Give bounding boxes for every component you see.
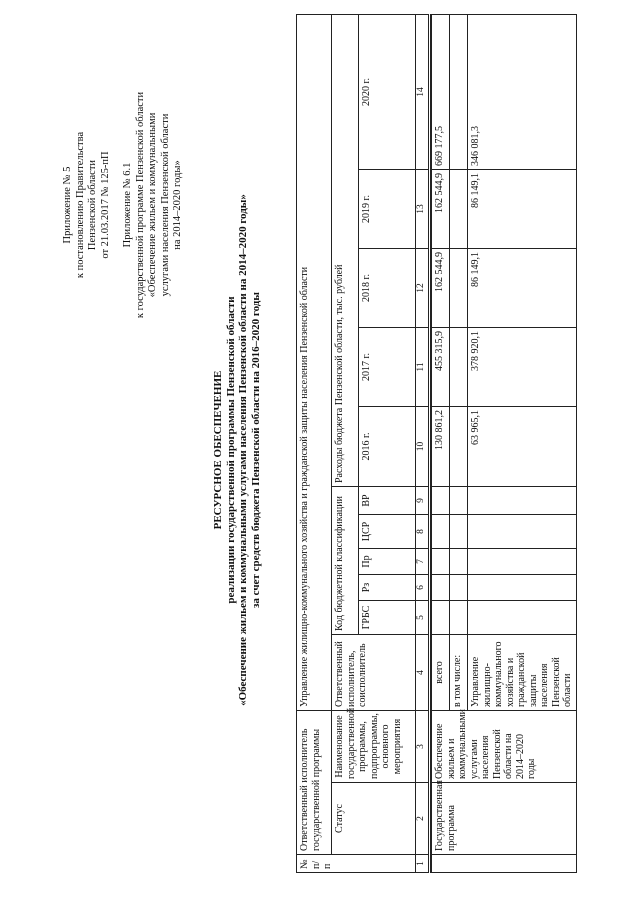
cell-code (432, 601, 450, 635)
approval-line: к государственной программе Пензенской области (134, 91, 146, 319)
cell-status: Государственная программа (432, 783, 577, 855)
approval-line: услугами населения Пензенской области (159, 113, 171, 297)
cell-total-2017: 455 315,9 (432, 328, 450, 407)
header-year-2019: 2019 г. (359, 170, 416, 249)
column-number: 14 (416, 14, 430, 169)
cell-executor-management: Управление жилищно-коммунального хозяйства и гражданской защиты населения Пензенской области (468, 635, 577, 711)
cell-value (450, 170, 468, 249)
cell-code (450, 515, 468, 549)
header-year-2017: 2017 г. (359, 328, 416, 407)
title-line: «Обеспечение жильем и коммунальными услугами населения Пензенской области на 2014–2020 годы» (237, 194, 249, 706)
approval-line: Приложение № 6.1 (122, 162, 133, 248)
cell-code (468, 575, 577, 601)
cell-total-2020: 669 177,5 (432, 14, 450, 169)
cell-name: Обеспечение жильем и коммунальными услугами населения Пензенской области на 2014–2020 годы (432, 711, 577, 783)
column-number: 12 (416, 249, 430, 328)
column-number: 2 (416, 783, 430, 855)
header-executor: Ответственный исполнитель, соисполнитель (332, 635, 416, 711)
header-status: Статус (332, 783, 416, 855)
cell-code (450, 549, 468, 575)
cell-value (450, 407, 468, 487)
column-number: 11 (416, 328, 430, 407)
cell-management-2019: 86 149,1 (468, 170, 577, 249)
cell-value (450, 249, 468, 328)
header-responsible-program: Ответственный исполнитель государственной программы (297, 711, 332, 855)
cell-code (468, 515, 577, 549)
cell-code (468, 487, 577, 515)
header-expenses: Расходы бюджета Пензенской области, тыс. рублей (332, 14, 359, 486)
column-number: 9 (416, 487, 430, 515)
cell-total-2018: 162 544,9 (432, 249, 450, 328)
approval-line: к постановлению Правительства (74, 131, 86, 279)
cell-total-2016: 130 861,2 (432, 407, 450, 487)
approval-line: Пензенской области (87, 159, 98, 251)
cell-code (432, 549, 450, 575)
header-name: Наименование государственной программы, подпрограммы, основного мероприятия (332, 711, 416, 783)
resource-table (296, 14, 577, 873)
column-number: 8 (416, 515, 430, 549)
column-number: 5 (416, 601, 430, 635)
table-row-total (432, 14, 450, 872)
cell-code (468, 549, 577, 575)
document-title (212, 55, 262, 845)
cell-management-2017: 378 920,1 (468, 328, 577, 407)
header-year-2020: 2020 г. (359, 14, 416, 169)
spacer (112, 85, 122, 325)
header-year-2016: 2016 г. (359, 407, 416, 487)
header-no: № п/п (297, 855, 416, 873)
column-numbers-row (416, 14, 430, 872)
cell-management-2020: 346 081,3 (468, 14, 577, 169)
cell-code (450, 575, 468, 601)
header-year-2018: 2018 г. (359, 249, 416, 328)
column-number: 4 (416, 635, 430, 711)
title-line: реализации государственной программы Пензенской области (224, 296, 237, 604)
cell-total-2019: 162 544,9 (432, 170, 450, 249)
header-code-pr: Пр (359, 549, 416, 575)
column-number: 3 (416, 711, 430, 783)
cell-code (432, 487, 450, 515)
header-code-rz: Рз (359, 575, 416, 601)
header-responsible-program-value: Управление жилищно-коммунального хозяйства и гражданской защиты населения Пензенской области (297, 14, 332, 710)
header-row-2 (332, 14, 359, 872)
approval-line: «Обеспечение жильем и коммунальными (147, 112, 158, 298)
cell-value (450, 328, 468, 407)
header-code-grbs: ГРБС (359, 601, 416, 635)
cell-code (432, 575, 450, 601)
column-number: 1 (416, 855, 430, 873)
approval-line: Приложение № 5 (62, 166, 73, 244)
approval-line: от 21.03.2017 № 125-пП (99, 151, 111, 259)
cell-management-2016: 63 965,1 (468, 407, 577, 487)
header-code-csr: ЦСР (359, 515, 416, 549)
header-row-1 (297, 14, 332, 872)
cell-management-2018: 86 149,1 (468, 249, 577, 328)
cell-code (432, 515, 450, 549)
column-number: 7 (416, 549, 430, 575)
cell-code (450, 487, 468, 515)
cell-executor-total: всего (432, 635, 450, 711)
approval-block (62, 85, 185, 325)
approval-line: на 2014–2020 годы» (172, 160, 183, 250)
cell-code (468, 601, 577, 635)
cell-no (432, 855, 577, 873)
cell-value (450, 14, 468, 169)
title-line: за счет средств бюджета Пензенской области на 2016–2020 годы (249, 292, 262, 608)
column-number: 10 (416, 407, 430, 487)
title-line: РЕСУРСНОЕ ОБЕСПЕЧЕНИЕ (212, 370, 224, 530)
column-number: 6 (416, 575, 430, 601)
column-number: 13 (416, 170, 430, 249)
cell-executor-including: в том числе: (450, 635, 468, 711)
header-budget-code: Код бюджетной классификации (332, 487, 359, 635)
cell-code (450, 601, 468, 635)
header-code-vr: ВР (359, 487, 416, 515)
